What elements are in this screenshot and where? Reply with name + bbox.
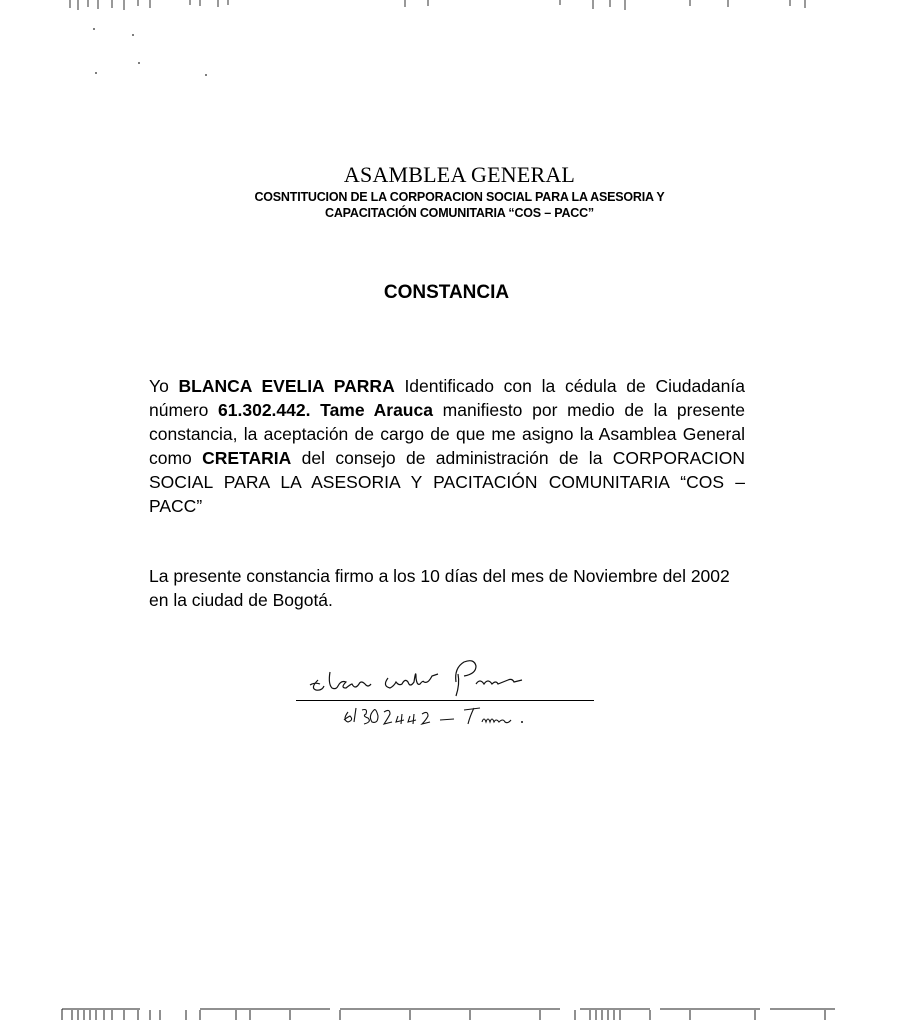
scan-speck — [93, 28, 95, 30]
text-segment: del consejo de administración de la CORPORACION SOCIAL PARA LA ASESORIA Y PACITACIÓN COMUNITARIA “COS – PACC” — [149, 448, 746, 516]
scan-speck — [205, 74, 207, 76]
place-of-issue: Tame Arauca — [320, 400, 433, 420]
assembly-subtitle-line2: CAPACITACIÓN COMUNITARIA “COS – PACC” — [325, 206, 594, 220]
document-heading: CONSTANCIA — [383, 282, 510, 303]
date-paragraph: La presente constancia firmo a los 10 días del mes de Noviembre del 2002 en la ciudad de Bogotá. — [149, 566, 730, 610]
scan-edge-bottom — [0, 1006, 919, 1020]
acceptance-paragraph — [149, 374, 745, 518]
assembly-subtitle-line1: COSNTITUCION DE LA CORPORACION SOCIAL PARA LA ASESORIA Y — [254, 190, 665, 204]
scan-edge-top — [0, 0, 919, 14]
signature-line — [296, 700, 594, 701]
text-segment: Yo — [149, 376, 179, 396]
scan-speck — [132, 34, 134, 36]
text-segment: manifiesto por medio de la presente constancia, la aceptación de cargo de que me asigno la Asamblea General como — [149, 400, 745, 468]
person-name: BLANCA EVELIA PARRA — [178, 376, 395, 396]
scan-speck — [95, 72, 97, 74]
text-segment — [310, 400, 320, 420]
scan-speck — [138, 62, 140, 64]
text-segment: Identificado con la cédula de Ciudadanía número — [149, 376, 745, 420]
role-title: CRETARIA — [202, 448, 292, 468]
id-number: 61.302.442. — [218, 400, 311, 420]
assembly-title: ASAMBLEA GENERAL — [343, 162, 576, 187]
signature-block — [296, 650, 596, 750]
